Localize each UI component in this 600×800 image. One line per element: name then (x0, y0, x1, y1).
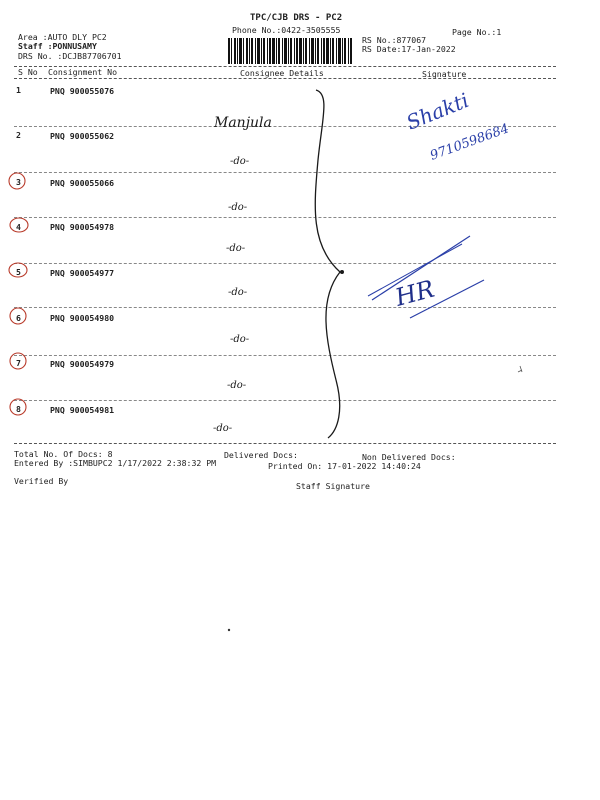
hr-initials (368, 236, 484, 318)
non-delivered-docs: Non Delivered Docs: (362, 452, 456, 462)
ditto-mark: -do- (230, 156, 250, 167)
printed-on: Printed On: 17-01-2022 14:40:24 (268, 461, 421, 471)
row-sno: 7 (16, 358, 21, 368)
col-sno: S No (18, 67, 38, 77)
sheet-title: TPC/CJB DRS - PC2 (250, 13, 343, 23)
row-sno: 5 (16, 267, 21, 277)
rs-date: RS Date:17-Jan-2022 (362, 44, 456, 54)
row-sno: 1 (16, 85, 21, 95)
drs-number: DRS No. :DCJB87706701 (18, 51, 122, 61)
row-consignment: PNQ 900054977 (50, 268, 115, 278)
phone-number: Phone No.:0422-3505555 (232, 25, 341, 35)
area-label: Area :AUTO DLY PC2 (18, 32, 107, 42)
staff-label: Staff :PONNUSAMY (18, 41, 97, 51)
circle-mark (9, 263, 27, 277)
circle-mark (10, 218, 28, 232)
circle-mark (10, 353, 26, 369)
row-consignment: PNQ 900054981 (50, 405, 115, 415)
ditto-mark: -do- (230, 334, 250, 345)
ditto-mark: -do- (227, 380, 247, 391)
brace-point (340, 270, 344, 274)
staff-signature-label: Staff Signature (296, 481, 370, 491)
stray-dot (228, 629, 230, 631)
row-consignment: PNQ 900054980 (50, 313, 115, 323)
row-consignment: PNQ 900055076 (50, 86, 115, 96)
row-consignment: PNQ 900055066 (50, 178, 115, 188)
col-consignee: Consignee Details (240, 68, 324, 78)
row-consignment: PNQ 900054978 (50, 222, 115, 232)
initials-text: HR (392, 274, 438, 312)
signature-phone: 9710598684 (428, 121, 512, 164)
row-sno: 8 (16, 404, 21, 414)
row-sno: 4 (16, 222, 21, 232)
ditto-mark: -do- (213, 423, 233, 434)
row-number-circles (9, 173, 28, 415)
receiver-signature (403, 88, 511, 164)
col-signature: Signature (422, 69, 467, 79)
rs-number: RS No.:877067 (362, 35, 427, 45)
signature-name: Shakti (402, 88, 473, 135)
consignee-name: Manjula (214, 115, 272, 131)
entered-by: Entered By :SIMBUPC2 1/17/2022 2:38:32 PM (14, 458, 217, 468)
circle-mark (10, 399, 26, 415)
row-sno: 3 (16, 177, 21, 187)
row-sno: 2 (16, 130, 21, 140)
total-docs: Total No. Of Docs: 8 (14, 449, 113, 459)
circle-mark (9, 173, 25, 189)
row-sno: 6 (16, 313, 21, 323)
circle-mark (10, 308, 26, 324)
stray-mark (518, 366, 522, 372)
delivered-docs: Delivered Docs: (224, 450, 298, 460)
ditto-mark: -do- (228, 287, 248, 298)
row-consignment: PNQ 900054979 (50, 359, 115, 369)
verified-by: Verified By (14, 476, 69, 486)
col-consignment: Consignment No (48, 67, 118, 77)
page-number: Page No.:1 (452, 27, 502, 37)
ditto-mark: -do- (226, 243, 246, 254)
ditto-mark: -do- (228, 202, 248, 213)
row-consignment: PNQ 900055062 (50, 131, 115, 141)
curly-brace (315, 90, 340, 438)
